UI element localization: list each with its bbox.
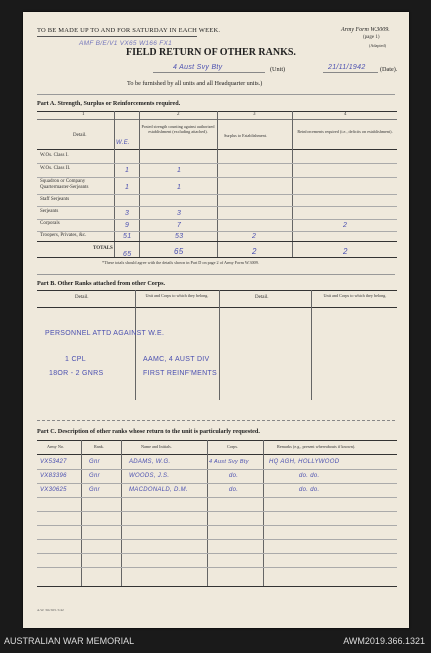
reinf-value: 2 — [343, 222, 348, 229]
c-col-army-no: Army No. — [47, 444, 64, 449]
row-label: Squadron or Company Quartermaster-Serjeants — [40, 179, 89, 190]
date-label: (Date). — [380, 66, 398, 73]
top-note: TO BE MADE UP TO AND FOR SATURDAY IN EACH WEEK. — [37, 27, 221, 34]
col-num-1: 1 — [82, 112, 85, 117]
date-value: 21/11/1942 — [328, 64, 366, 71]
c-name: ADAMS, W.G. — [129, 459, 171, 465]
row-label: Troopers, Privates, &c. — [40, 233, 87, 238]
row-label: Serjeants — [40, 209, 59, 214]
c-remarks: HQ AGH, HOLLYWOOD — [269, 459, 340, 465]
c-rank: Gnr — [89, 459, 100, 465]
total-we: 65 — [123, 251, 132, 258]
total-surplus: 2 — [252, 247, 257, 256]
col-header-detail: Detail. — [73, 133, 87, 138]
total-posted: 65 — [174, 247, 184, 256]
we-value: 1 — [125, 184, 130, 191]
we-value: 1 — [125, 167, 130, 174]
c-corps: 4 Aust Svy Bty — [209, 459, 249, 465]
col-header-reinforcements: Reinforcements required (i.e., deficits on establishment). — [297, 129, 393, 134]
unit-value: 4 Aust Svy Bty — [173, 64, 223, 71]
col-num-2: 2 — [177, 112, 180, 117]
posted-value: 3 — [177, 210, 182, 217]
b-col-detail: Detail. — [75, 295, 89, 300]
posted-value: 1 — [177, 167, 182, 174]
row-label: Staff Serjeants — [40, 197, 70, 202]
posted-value: 53 — [175, 233, 184, 240]
c-col-name: Name and Initials. — [141, 444, 172, 449]
b-col-unit: Unit and Corps to which they belong. — [145, 293, 209, 298]
surplus-value: 2 — [252, 233, 257, 240]
top-note-underline — [37, 36, 197, 37]
c-corps: do. — [229, 473, 239, 479]
row-label: Corporals — [40, 221, 60, 226]
page-label: (page 1) — [363, 35, 380, 40]
b-col-unit-2: Unit and Corps to which they belong. — [323, 293, 387, 298]
b-entry-unit: AAMC, 4 AUST DIV — [143, 356, 210, 363]
printer-mark: A.W. 3m 563. 5/42 — [37, 608, 64, 612]
c-name: WOODS, J.S. — [129, 473, 170, 479]
b-entry-detail: 1 CPL — [65, 356, 86, 363]
b-entry-detail: PERSONNEL ATTD AGAINST W.E. — [45, 330, 165, 337]
col-header-surplus: Surplus to Establishment. — [224, 133, 267, 138]
c-rank: Gnr — [89, 473, 100, 479]
adapted-label: (Adapted) — [369, 43, 386, 48]
form-page — [23, 12, 409, 628]
c-col-corps: Corps. — [227, 444, 239, 449]
row-label: W.Os. Class II. — [40, 166, 71, 171]
part-b-table — [37, 290, 397, 400]
c-name: MACDONALD, D.M. — [129, 487, 188, 493]
posted-value: 7 — [177, 222, 182, 229]
col-num-3: 3 — [253, 112, 256, 117]
army-form-label: Army Form W.3009. — [341, 27, 390, 33]
posted-value: 1 — [177, 184, 182, 191]
part-a-table — [37, 111, 397, 271]
totals-label: TOTALS — [93, 246, 113, 251]
form-title: FIELD RETURN OF OTHER RANKS. — [126, 47, 296, 58]
date-line — [323, 72, 378, 73]
total-reinf: 2 — [343, 247, 348, 256]
c-corps: do. — [229, 487, 239, 493]
c-remarks: do. do. — [299, 473, 320, 479]
c-col-rank: Rank. — [94, 444, 104, 449]
we-mark: W.E. — [116, 140, 130, 146]
c-army-no: VX30625 — [40, 487, 67, 493]
we-value: 3 — [125, 210, 130, 217]
divider — [37, 274, 395, 275]
col-num-4: 4 — [344, 112, 347, 117]
c-rank: Gnr — [89, 487, 100, 493]
divider — [37, 94, 395, 95]
c-army-no: VX53427 — [40, 459, 67, 465]
part-c-table — [37, 440, 397, 590]
fold-divider — [37, 420, 395, 421]
footer-source: AUSTRALIAN WAR MEMORIAL — [4, 636, 135, 646]
c-remarks: do. do. — [299, 487, 320, 493]
we-value: 9 — [125, 222, 130, 229]
b-col-detail-2: Detail. — [255, 295, 269, 300]
b-entry-unit: FIRST REINF'MENTS — [143, 370, 217, 377]
part-a-title: Part A. Strength, Surplus or Reinforcements required. — [37, 100, 181, 107]
totals-note: *These totals should agree with the details shown in Part D on page 2 of Army Form W.3009. — [102, 260, 259, 265]
part-c-title: Part C. Description of other ranks whose return to the unit is particularly requested. — [37, 428, 260, 435]
row-label: W.Os. Class I. — [40, 153, 69, 158]
handwritten-reference: AMF B/E/V1 VX65 W166 FX1 — [79, 40, 173, 47]
c-army-no: VX83396 — [40, 473, 67, 479]
b-entry-detail: 18OR - 2 GNRS — [49, 370, 104, 377]
we-value: 51 — [123, 233, 132, 240]
footer-accession-number: AWM2019.366.1321 — [343, 636, 425, 646]
unit-line — [153, 72, 265, 73]
part-b-title: Part B. Other Ranks attached from other Corps. — [37, 280, 166, 287]
unit-label: (Unit) — [270, 66, 286, 73]
col-header-posted: Posted strength counting against authorized establishment (excluding attached). — [141, 124, 215, 134]
furnish-note: To be furnished by all units and all Headquarter units.) — [127, 80, 263, 87]
c-col-remarks: Remarks (e.g., present whereabouts if known). — [277, 444, 356, 449]
